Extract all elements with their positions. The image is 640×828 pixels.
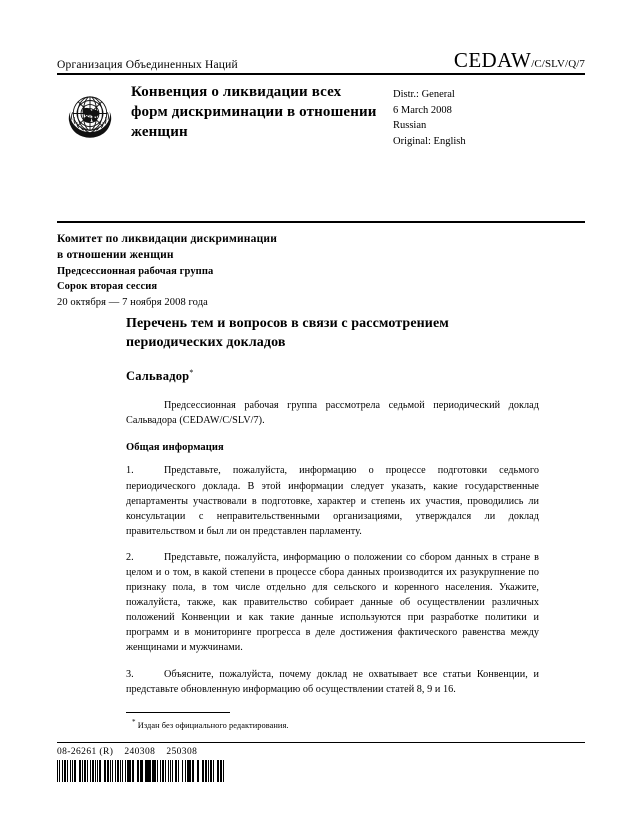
masthead (57, 50, 585, 149)
country-footnote-marker: * (189, 368, 194, 378)
distribution-type: Distr.: General (393, 89, 455, 100)
committee-name-line2: в отношении женщин (57, 249, 174, 262)
numbered-paragraph (126, 550, 539, 656)
masthead-top-row (57, 50, 585, 73)
section-heading-general-information: Общая информация (126, 442, 224, 454)
document-content (126, 314, 539, 708)
organization-name: Организация Объединенных Наций (57, 59, 238, 71)
paragraph-text: Представьте, пожалуйста, информацию о процессе подготовки седьмого периодического доклада. В этой информации следует указать, какие государственные департаменты участвовали в подготовке, характер и степень их участия, проводились ли консультации с неправительственными организациями, утверждался ли доклад правительством и был ли он представлен парламенту. (126, 465, 539, 537)
country-name: Сальвадор (126, 369, 190, 384)
document-symbol (454, 50, 585, 71)
paragraph-text: Представьте, пожалуйста, информацию о положении со сбором данных в стране в целом и о том, в какой степени в процессе сбора данных производится их разукрупнение по признаку пола, в том числе отдельно для сельского и коренного населения. Укажите, пожалуйста, также, как правительство собирает данные об осуществлении различных положений Конвенции и как такие данные используются при разработке политики и программ и в мониторинге прогресса в деле достижения фактического равенства между женщинами и мужчинами. (126, 551, 539, 654)
footnote-divider (126, 712, 230, 713)
paragraph-text: Объясните, пожалуйста, почему доклад не охватывает все статьи Конвенции, и представьте обновленную информацию об осуществлении статей 8, 9 и 16. (126, 668, 539, 695)
committee-name-line1: Комитет по ликвидации дискриминации (57, 233, 278, 245)
footnote-text: Издан без официального редактирования. (137, 720, 289, 730)
convention-title: Конвенция о ликвидации всех форм дискриминации в отношении женщин (131, 84, 377, 140)
numbered-paragraph (126, 463, 539, 538)
footer-divider (57, 742, 585, 743)
footnote (132, 718, 289, 732)
masthead-divider (57, 73, 585, 75)
page-title: Перечень тем и вопросов в связи с рассмотрением периодических докладов (126, 316, 449, 351)
masthead-body-row (57, 83, 585, 149)
committee-working-group: Предсессионная рабочая группа (57, 265, 214, 277)
committee-dates: 20 октября — 7 ноября 2008 года (57, 297, 208, 309)
document-number: 08-26261 (R) 240308 250308 (57, 747, 198, 757)
barcode (57, 760, 225, 782)
country-heading (126, 368, 539, 384)
numbered-paragraph (126, 667, 539, 697)
document-symbol-sub: /C/SLV/Q/7 (531, 58, 585, 70)
footnote-marker: * (132, 718, 136, 726)
paragraph-number: 2. (126, 551, 134, 563)
distribution-original: Original: English (393, 135, 466, 147)
committee-session: Сорок вторая сессия (57, 281, 158, 293)
distribution-date: 6 March 2008 (393, 104, 452, 116)
distribution-language: Russian (393, 120, 427, 132)
committee-divider (57, 221, 585, 223)
committee-block (57, 231, 457, 311)
intro-paragraph: Предсессионная рабочая группа рассмотрела седьмой периодический доклад Сальвадора (CEDAW/C/SLV/7). (126, 400, 539, 427)
document-symbol-main: CEDAW (453, 48, 532, 72)
un-emblem (59, 85, 121, 147)
paragraph-number: 3. (126, 668, 134, 680)
distribution-block (393, 83, 543, 149)
paragraph-number: 1. (126, 465, 134, 477)
